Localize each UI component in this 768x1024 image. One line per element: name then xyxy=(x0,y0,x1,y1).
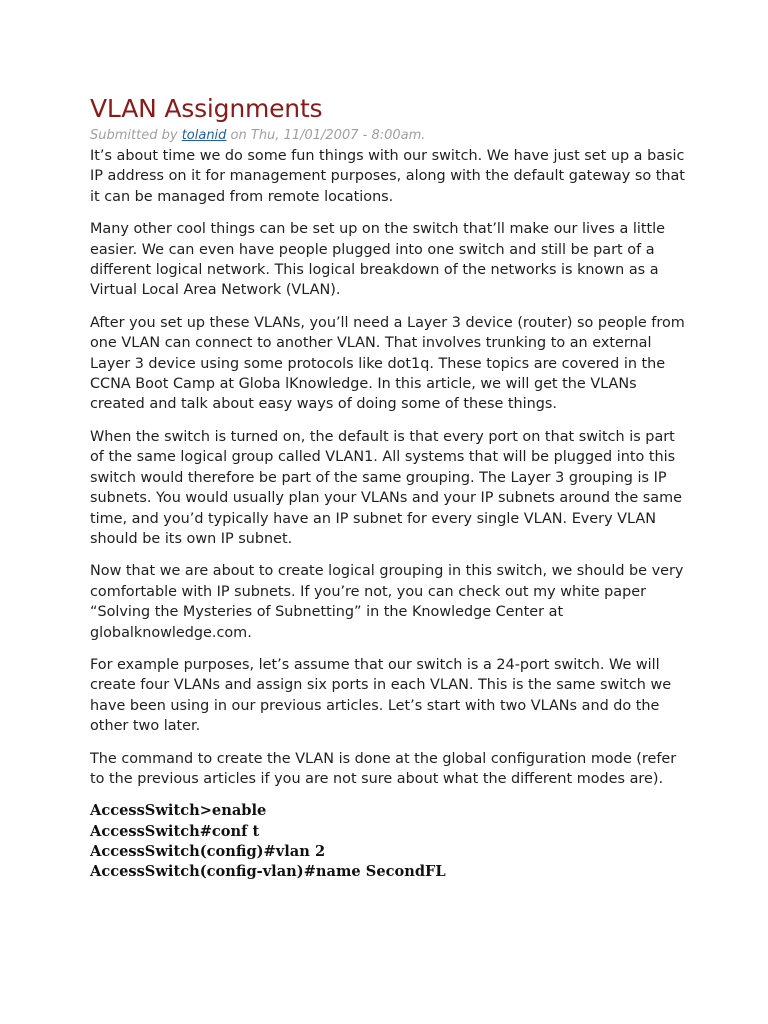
command-line: AccessSwitch(config)#vlan 2 xyxy=(90,842,326,860)
article xyxy=(90,94,686,882)
command-line: AccessSwitch#conf t xyxy=(90,822,260,840)
paragraph: Now that we are about to create logical grouping in this switch, we should be very comfortable with IP subnets. If you’re not, you can check out my white paper “Solving the Mysteries of Subnetting” in the Knowledge Center at globalknowledge.com. xyxy=(90,563,684,641)
paragraph: It’s about time we do some fun things with our switch. We have just set up a basic IP address on it for management purposes, along with the default gateway so that it can be managed from remote locations. xyxy=(90,148,685,205)
command-listing xyxy=(90,801,686,882)
article-title: VLAN Assignments xyxy=(90,94,323,123)
command-line: AccessSwitch(config-vlan)#name SecondFL xyxy=(90,862,446,880)
paragraph: For example purposes, let’s assume that our switch is a 24-port switch. We will create four VLANs and assign six ports in each VLAN. This is the same switch we have been using in our previous articles. Let’s start with two VLANs and do the other two later. xyxy=(90,656,672,735)
byline-prefix: Submitted by xyxy=(90,128,182,143)
paragraph: The command to create the VLAN is done at the global configuration mode (refer to the previous articles if you are not sure about what the different modes are). xyxy=(90,750,677,787)
paragraph: After you set up these VLANs, you’ll need a Layer 3 device (router) so people from one VLAN can connect to another VLAN. That involves trunking to an external Layer 3 device using some protocols like dot1q. These topics are covered in the CCNA Boot Camp at Globa lKnowledge. In this article, we will get the VLANs created and talk about easy ways of doing some of these things. xyxy=(90,314,685,413)
author-link[interactable]: tolanid xyxy=(181,128,227,143)
submitted-byline xyxy=(90,127,686,145)
byline-date: on Thu, 11/01/2007 - 8:00am. xyxy=(226,128,426,143)
command-line: AccessSwitch>enable xyxy=(90,802,267,820)
paragraph: Many other cool things can be set up on the switch that’ll make our lives a little easier. We can even have people plugged into one switch and still be part of a different logical network. This logical breakdown of the networks is known as a Virtual Local Area Network (VLAN). xyxy=(90,221,665,299)
paragraph: When the switch is turned on, the default is that every port on that switch is part of the same logical group called VLAN1. All systems that will be plugged into this switch would therefore be part of the same grouping. The Layer 3 grouping is IP subnets. You would usually plan your VLANs and your IP subnets around the same time, and you’d typically have an IP subnet for every single VLAN. Every VLAN should be its own IP subnet. xyxy=(90,428,682,547)
